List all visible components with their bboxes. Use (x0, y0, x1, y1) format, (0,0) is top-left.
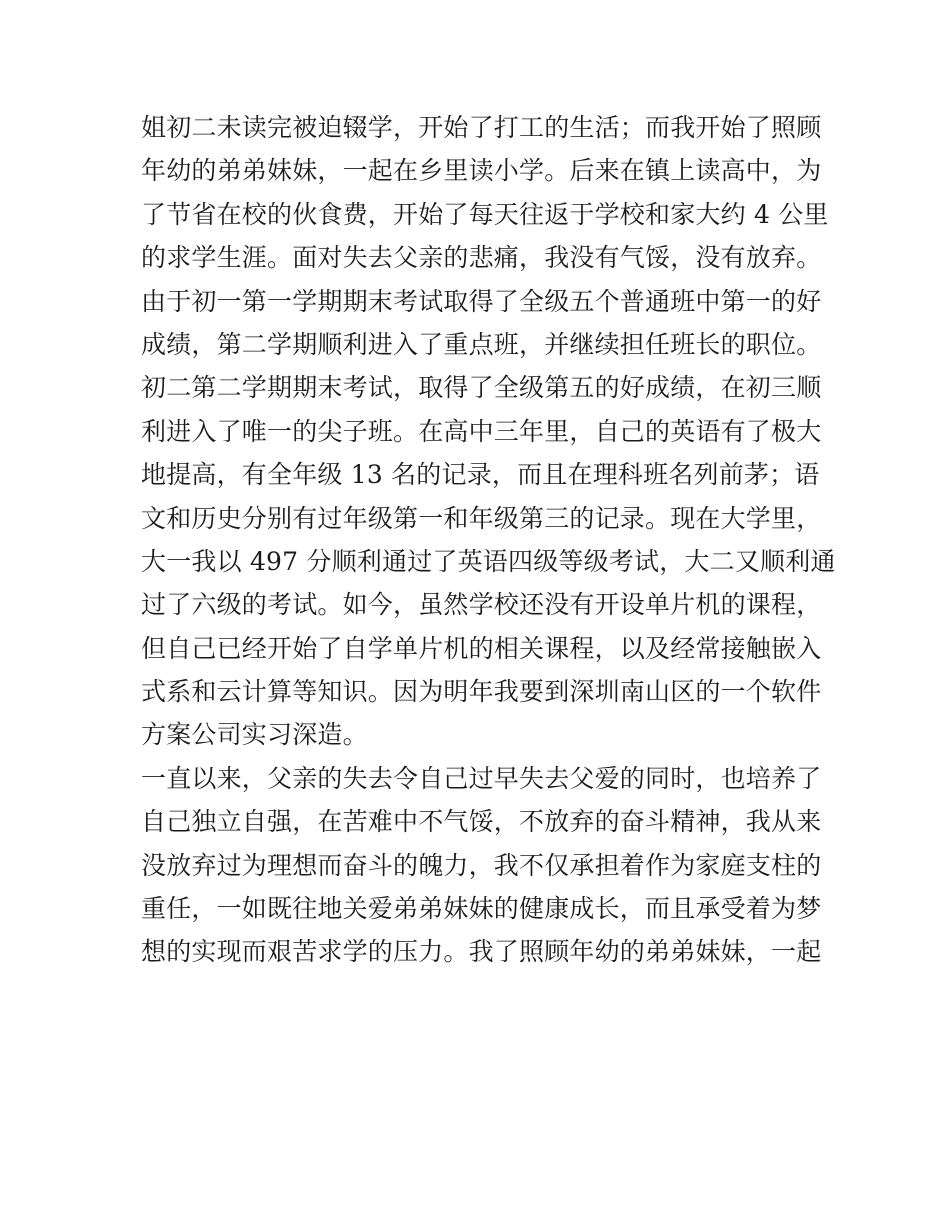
text-line-17: 自己独立自强，在苦难中不气馁，不放弃的奋斗精神，我从来 (141, 807, 822, 837)
text-line-13: 但自己已经开始了自学单片机的相关课程，以及经常接触嵌入 (141, 633, 822, 663)
text-line-1: 姐初二未读完被迫辍学，开始了打工的生活；而我开始了照顾 (141, 113, 822, 142)
text-line-18: 没放弃过为理想而奋斗的魄力，我不仅承担着作为家庭支柱的 (141, 850, 822, 880)
text-line-20: 想的实现而艰苦求学的压力。我了照顾年幼的弟弟妹妹，一起 (141, 937, 822, 967)
text-line-14: 式系和云计算等知识。因为明年我要到深圳南山区的一个软件 (141, 677, 822, 707)
text-line-19: 重任，一如既往地关爱弟弟妹妹的健康成长，而且承受着为梦 (141, 894, 822, 924)
text-line-9: 地提高，有全年级 13 名的记录，而且在理科班名列前茅；语 (141, 460, 820, 490)
text-line-3: 了节省在校的伙食费，开始了每天往返于学校和家大约 4 公里 (141, 199, 829, 229)
text-line-5: 由于初一第一学期期末考试取得了全级五个普通班中第一的好 (141, 286, 822, 316)
text-line-12: 过了六级的考试。如今，虽然学校还没有开设单片机的课程， (141, 590, 822, 620)
text-line-8: 利进入了唯一的尖子班。在高中三年里，自己的英语有了极大 (141, 416, 822, 446)
text-line-16: 一直以来，父亲的失去令自己过早失去父爱的同时，也培养了 (141, 763, 822, 793)
text-line-11: 大一我以 497 分顺利通过了英语四级等级考试，大二又顺利通 (141, 546, 836, 576)
body-text (141, 106, 836, 974)
text-line-15: 方案公司实习深造。 (141, 720, 368, 750)
text-line-2: 年幼的弟弟妹妹，一起在乡里读小学。后来在镇上读高中，为 (141, 156, 822, 186)
text-line-6: 成绩，第二学期顺利进入了重点班，并继续担任班长的职位。 (141, 329, 822, 359)
text-line-7: 初二第二学期期末考试，取得了全级第五的好成绩，在初三顺 (141, 373, 822, 403)
text-line-4: 的求学生涯。面对失去父亲的悲痛，我没有气馁，没有放弃。 (141, 243, 822, 273)
text-line-10: 文和历史分别有过年级第一和年级第三的记录。现在大学里， (141, 503, 822, 533)
